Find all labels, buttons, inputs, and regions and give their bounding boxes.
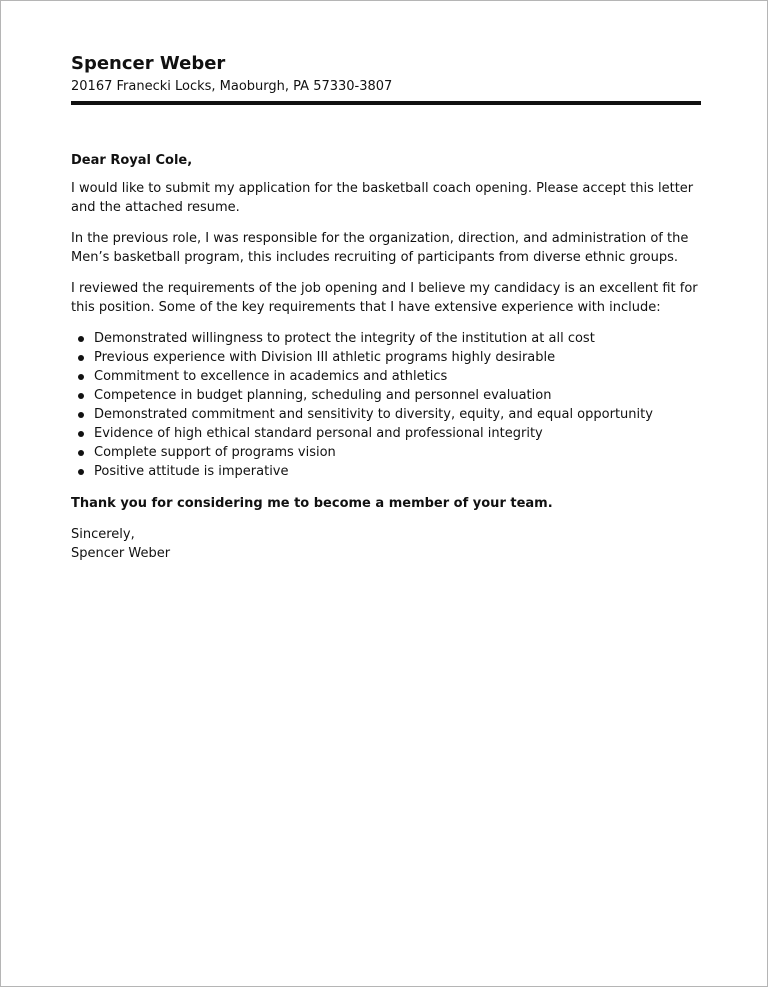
list-item <box>71 424 701 443</box>
bullet-icon <box>78 355 84 361</box>
bullet-icon <box>78 336 84 342</box>
bullet-icon <box>78 374 84 380</box>
signature: Spencer Weber <box>71 546 171 561</box>
list-item-text: Competence in budget planning, scheduling and personnel evaluation <box>94 388 552 403</box>
list-item <box>71 462 701 481</box>
paragraph-intro: I would like to submit my application for the basketball coach opening. Please accept this letter and the attached resume. <box>71 181 694 215</box>
letter-body <box>71 151 701 563</box>
list-item-text: Evidence of high ethical standard personal and professional integrity <box>94 426 543 441</box>
bullet-icon <box>78 469 84 475</box>
sender-address: 20167 Franecki Locks, Maoburgh, PA 57330-3807 <box>71 79 393 94</box>
bullet-icon <box>78 412 84 418</box>
list-item <box>71 329 701 348</box>
list-item <box>71 367 701 386</box>
bullet-icon <box>78 431 84 437</box>
bullet-icon <box>78 393 84 399</box>
list-item <box>71 348 701 367</box>
list-item-text: Demonstrated willingness to protect the integrity of the institution at all cost <box>94 331 595 346</box>
sender-name: Spencer Weber <box>71 53 226 74</box>
list-item <box>71 443 701 462</box>
paragraph-experience: In the previous role, I was responsible for the organization, direction, and administration of the Men’s basketball program, this includes recruiting of participants from diverse ethnic groups. <box>71 231 689 265</box>
salutation: Dear Royal Cole, <box>71 153 193 168</box>
list-item-text: Demonstrated commitment and sensitivity to diversity, equity, and equal opportunity <box>94 407 653 422</box>
list-item <box>71 386 701 405</box>
requirements-list <box>71 329 701 481</box>
list-item-text: Commitment to excellence in academics and athletics <box>94 369 448 384</box>
closing: Sincerely, <box>71 527 135 542</box>
list-item-text: Complete support of programs vision <box>94 445 336 460</box>
list-item-text: Previous experience with Division III athletic programs highly desirable <box>94 350 556 365</box>
list-item-text: Positive attitude is imperative <box>94 464 289 479</box>
letter-header <box>71 51 701 97</box>
header-divider <box>71 101 701 105</box>
bullet-icon <box>78 450 84 456</box>
thank-you-line: Thank you for considering me to become a member of your team. <box>71 496 553 511</box>
paragraph-requirements: I reviewed the requirements of the job opening and I believe my candidacy is an excellent fit for this position. Some of the key requirements that I have extensive experience with include: <box>71 281 698 315</box>
list-item <box>71 405 701 424</box>
